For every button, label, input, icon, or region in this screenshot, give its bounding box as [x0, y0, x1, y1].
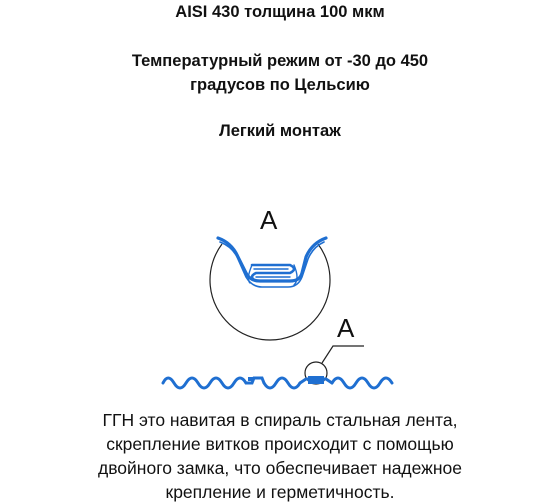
caption-line-3: двойного замка, что обеспечивает надежное	[97, 458, 463, 478]
callout-leader-line	[322, 346, 364, 363]
hose-lock-diagram	[0, 195, 560, 405]
callout-label: А	[337, 313, 355, 343]
spec-temperature-line2: градусов по Цельсию	[190, 76, 370, 94]
caption-line-1: ГГН это навитая в спираль стальная лента,	[102, 410, 458, 430]
detail-view-label: А	[260, 205, 278, 235]
detail-strip-outer	[218, 238, 326, 281]
spec-material-thickness: AISI 430 толщина 100 мкм	[175, 3, 385, 21]
hose-profile	[163, 378, 392, 388]
caption-line-4: крепление и герметичность.	[165, 482, 395, 502]
caption-line-2: скрепление витков происходит с помощью	[106, 434, 454, 454]
spec-easy-install: Легкий монтаж	[219, 122, 341, 140]
detail-view-circle	[210, 244, 330, 340]
spec-temperature-line1: Температурный режим от -30 до 450	[131, 52, 429, 70]
detail-lock-folds	[248, 265, 297, 285]
